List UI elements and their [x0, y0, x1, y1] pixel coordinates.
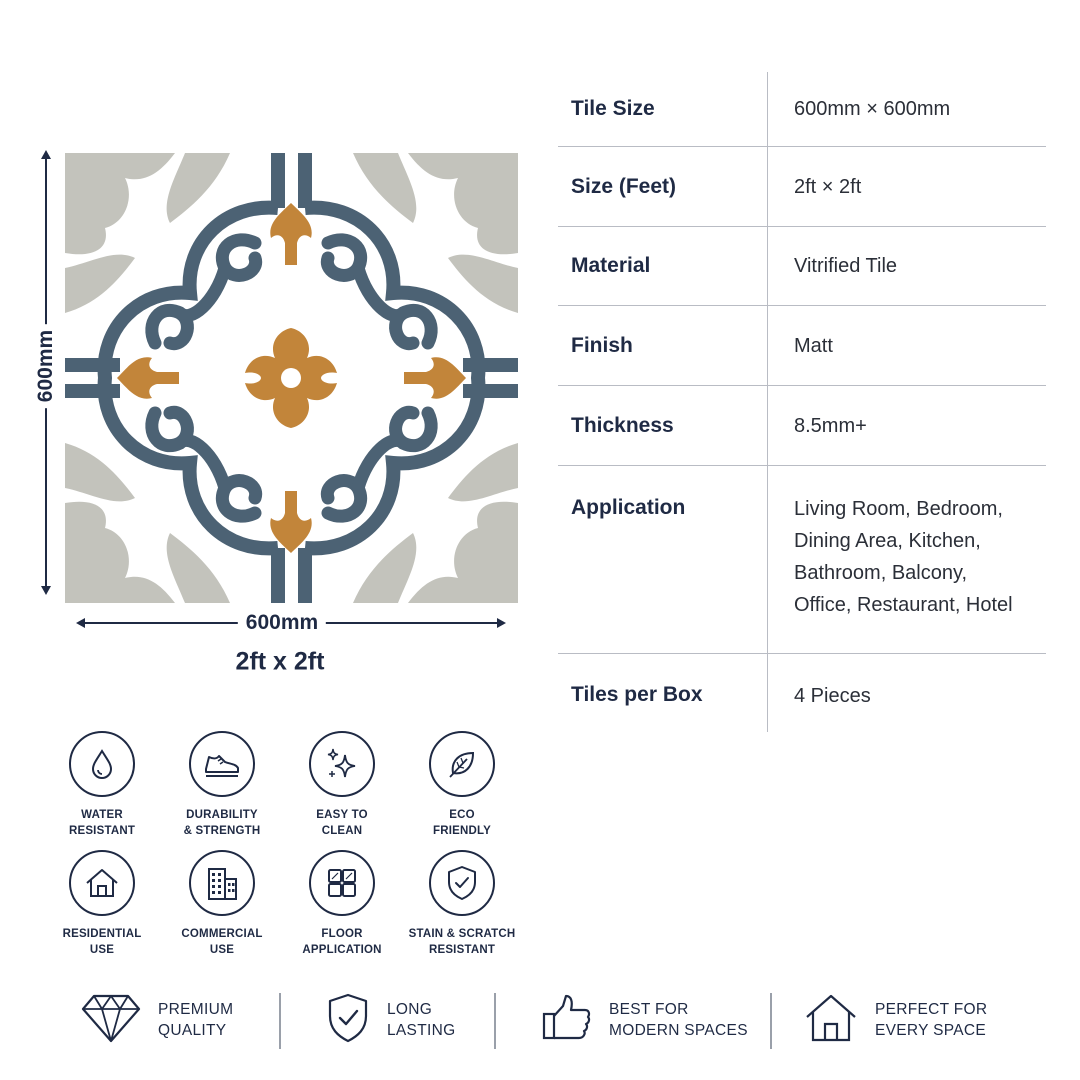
- feature-floor-application: [277, 850, 407, 958]
- feature-stain-scratch-resistant: [397, 850, 527, 958]
- feature-easy-to-clean: [277, 731, 407, 839]
- spec-label: Thickness: [558, 386, 768, 465]
- floor-grid-icon: [309, 850, 375, 916]
- thumbs-up-icon: [541, 992, 593, 1049]
- feature-label: COMMERCIAL USE: [181, 928, 263, 956]
- feature-label: DURABILITY & STRENGTH: [183, 809, 261, 837]
- horizontal-dimension-label: 600mm: [238, 611, 326, 635]
- feature-commercial-use: [157, 850, 287, 958]
- tile-pattern-image: [65, 153, 518, 603]
- building-icon: [189, 850, 255, 916]
- spec-label: Material: [558, 227, 768, 305]
- badge-label: LONG LASTING: [387, 1001, 456, 1039]
- spec-row-thickness: [558, 386, 1046, 466]
- feature-water-resistant: [37, 731, 167, 839]
- feature-label: RESIDENTIAL USE: [62, 928, 142, 956]
- spec-value: Matt: [794, 334, 833, 357]
- feature-label: FLOOR APPLICATION: [302, 928, 382, 956]
- badge-every-space: [803, 990, 987, 1050]
- feature-label: ECO FRIENDLY: [432, 809, 492, 837]
- spec-label: Tile Size: [558, 72, 768, 146]
- spec-label: Size (Feet): [558, 147, 768, 226]
- spec-value: 2ft × 2ft: [794, 175, 862, 198]
- spec-row-tiles-per-box: [558, 654, 1046, 732]
- spec-value: 600mm × 600mm: [794, 98, 951, 120]
- shoe-icon: [189, 731, 255, 797]
- spec-table: [558, 72, 1046, 732]
- spec-row-application: [558, 466, 1046, 654]
- spec-label: Tiles per Box: [558, 654, 768, 732]
- leaf-icon: [429, 731, 495, 797]
- badge-long-lasting: [325, 990, 455, 1050]
- feature-residential-use: [37, 850, 167, 958]
- sparkle-icon: [309, 731, 375, 797]
- house-icon: [69, 850, 135, 916]
- feature-durability: [157, 731, 287, 839]
- spec-row-size-feet: [558, 147, 1046, 227]
- badge-divider: [279, 993, 281, 1049]
- feature-eco-friendly: [397, 731, 527, 839]
- spec-value: Living Room, Bedroom, Dining Area, Kitchen, Bathroom, Balcony, Office, Restaurant, Hotel: [794, 498, 1013, 616]
- badge-label: BEST FOR MODERN SPACES: [609, 1001, 748, 1039]
- spec-row-tile-size: [558, 72, 1046, 147]
- feature-label: EASY TO CLEAN: [316, 809, 368, 837]
- diamond-icon: [80, 992, 142, 1049]
- badge-premium-quality: [80, 990, 233, 1050]
- spec-value: 8.5mm+: [794, 414, 867, 437]
- feature-label: STAIN & SCRATCH RESISTANT: [408, 928, 516, 956]
- spec-row-finish: [558, 306, 1046, 386]
- badge-label: PREMIUM QUALITY: [158, 1001, 234, 1039]
- tile-size-feet: 2ft x 2ft: [235, 647, 325, 676]
- feature-label: WATER RESISTANT: [68, 809, 136, 837]
- water-drop-icon: [69, 731, 135, 797]
- house-icon: [803, 992, 859, 1049]
- spec-row-material: [558, 227, 1046, 306]
- badge-divider: [494, 993, 496, 1049]
- spec-value: 4 Pieces: [794, 685, 871, 707]
- badge-divider: [770, 993, 772, 1049]
- badge-modern-spaces: [541, 990, 748, 1050]
- spec-label: Application: [558, 466, 768, 653]
- shield-check-icon: [429, 850, 495, 916]
- shield-check-icon: [325, 992, 371, 1049]
- vertical-dimension-label: 600mm: [34, 324, 58, 408]
- spec-value: Vitrified Tile: [794, 255, 898, 277]
- spec-label: Finish: [558, 306, 768, 385]
- badge-label: PERFECT FOR EVERY SPACE: [875, 1001, 988, 1039]
